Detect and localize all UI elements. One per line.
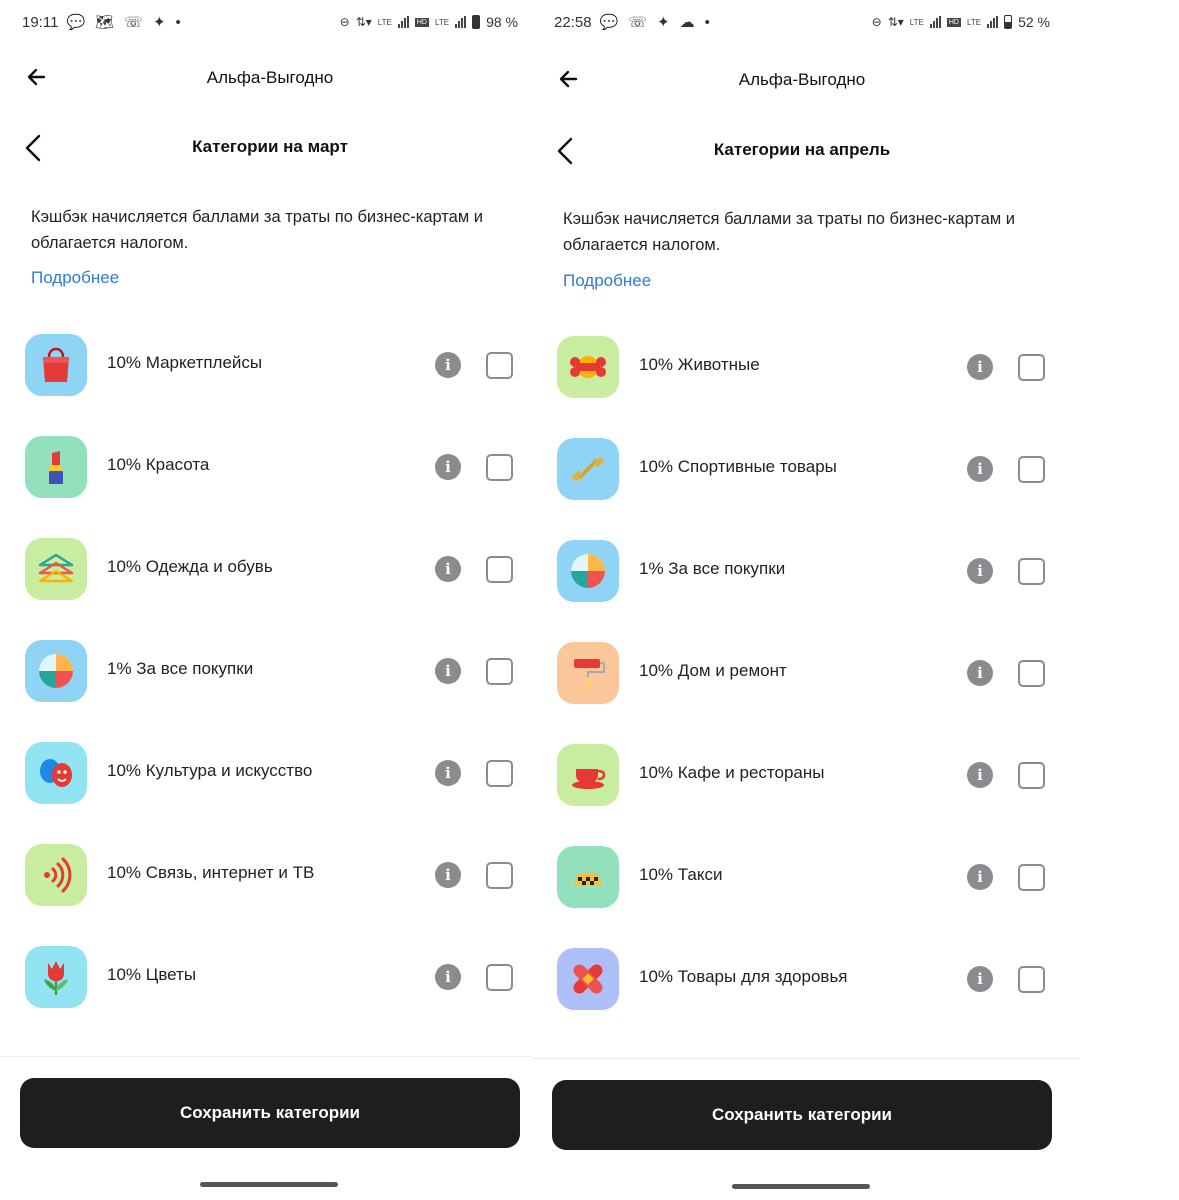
category-row[interactable] [0,326,540,428]
pie-chart-icon [557,540,619,602]
shopping-bag-icon [25,334,87,396]
category-checkbox[interactable] [1018,456,1045,483]
cloud-icon: ☁ [679,14,695,31]
category-checkbox[interactable] [486,658,513,685]
cashback-description: Кэшбэк начисляется баллами за траты по бизнес-картам и облагается налогом. [31,208,484,252]
category-checkbox[interactable] [486,760,513,787]
battery-icon [472,15,480,29]
battery-percent: 98 % [486,14,518,30]
category-label: 10% Связь, интернет и ТВ [107,863,315,882]
status-time: 22:58 [554,13,592,31]
category-row[interactable] [532,940,1072,1042]
info-icon[interactable]: i [967,660,993,686]
info-icon[interactable]: i [435,964,461,990]
category-row[interactable] [0,836,540,938]
page-title: Категории на март [192,137,348,156]
divider [0,1056,540,1057]
info-icon[interactable]: i [435,454,461,480]
taxi-sign-icon [557,846,619,908]
battery-icon [1004,15,1012,29]
info-icon[interactable]: i [967,456,993,482]
category-row[interactable] [532,328,1072,430]
status-bar [554,10,1050,34]
sub-header [532,131,1072,171]
screen-march [0,0,540,1200]
info-icon[interactable]: i [967,864,993,890]
info-icon[interactable]: i [967,354,993,380]
category-checkbox[interactable] [1018,864,1045,891]
category-row[interactable] [532,532,1072,634]
save-categories-button[interactable]: Сохранить категории [20,1078,520,1148]
category-row[interactable] [532,736,1072,838]
category-label: 10% Цветы [107,965,197,984]
info-icon[interactable]: i [435,556,461,582]
hd-voice-badge: HD [948,18,959,26]
app-bar [532,62,1072,98]
signal-icon [455,16,466,28]
category-row[interactable] [0,632,540,734]
category-checkbox[interactable] [486,352,513,379]
category-checkbox[interactable] [1018,966,1045,993]
pie-chart-icon [25,640,87,702]
network-type-2: LTE [435,17,450,27]
battery-percent: 52 % [1018,14,1050,30]
info-icon[interactable]: i [435,862,461,888]
category-row[interactable] [532,838,1072,940]
signal-waves-icon [25,844,87,906]
category-checkbox[interactable] [1018,762,1045,789]
info-icon[interactable]: i [967,966,993,992]
tulip-icon [25,946,87,1008]
category-row[interactable] [532,634,1072,736]
category-checkbox[interactable] [1018,660,1045,687]
chat-icon: 💬 [599,14,619,31]
category-label: 10% Маркетплейсы [107,353,263,372]
info-icon[interactable]: i [435,352,461,378]
bone-icon [557,336,619,398]
category-label: 10% Спортивные товары [639,457,837,476]
chat-icon: 💬 [66,14,86,31]
category-label: 10% Животные [639,355,760,374]
category-label: 10% Дом и ремонт [639,661,787,680]
category-row[interactable] [0,938,540,1040]
category-label: 10% Кафе и рестораны [639,763,825,782]
wifi-icon: ⇅▾ [355,15,372,29]
category-checkbox[interactable] [486,454,513,481]
signal-icon [930,16,941,28]
info-icon[interactable]: i [967,558,993,584]
page-title: Категории на апрель [713,140,891,159]
home-indicator[interactable] [200,1182,338,1187]
category-checkbox[interactable] [486,964,513,991]
more-link[interactable]: Подробнее [31,268,120,287]
map-icon: 🗺 [95,14,115,31]
status-time: 19:11 [22,13,59,31]
save-categories-button[interactable]: Сохранить категории [552,1080,1052,1150]
divider [532,1058,1080,1059]
dot-icon: • [704,13,710,31]
hd-voice-badge: HD [416,18,427,26]
theater-masks-icon [25,742,87,804]
category-row[interactable] [532,430,1072,532]
dnd-icon: ⊖ [339,15,350,29]
category-checkbox[interactable] [486,556,513,583]
category-label: 1% За все покупки [639,559,786,578]
app-title: Альфа-Выгодно [206,68,334,87]
missed-call-icon: ☏ [124,14,143,31]
paint-roller-icon [557,642,619,704]
network-type-2: LTE [967,17,982,27]
dot-icon: • [175,13,181,31]
wifi-icon: ⇅▾ [887,15,904,29]
category-row[interactable] [0,530,540,632]
more-link[interactable]: Подробнее [563,271,652,290]
category-label: 10% Такси [639,865,723,884]
missed-call-icon: ☏ [628,14,647,31]
signal-icon [398,16,409,28]
bandage-icon [557,948,619,1010]
category-checkbox[interactable] [1018,354,1045,381]
network-type-1: LTE [909,17,924,27]
category-row[interactable] [0,428,540,530]
sparkle-icon: ✦ [152,14,166,31]
hangers-icon [25,538,87,600]
category-checkbox[interactable] [1018,558,1045,585]
category-list [0,326,540,1040]
category-checkbox[interactable] [486,862,513,889]
category-list [532,328,1072,1042]
app-title: Альфа-Выгодно [738,70,866,89]
status-bar [22,10,518,34]
category-row[interactable] [0,734,540,836]
category-label: 10% Красота [107,455,210,474]
home-indicator[interactable] [732,1184,870,1189]
info-icon[interactable]: i [435,658,461,684]
dnd-icon: ⊖ [871,15,882,29]
category-label: 10% Одежда и обувь [107,557,273,576]
screen-april [532,0,1072,1200]
dumbbell-icon [557,438,619,500]
info-icon[interactable]: i [967,762,993,788]
sparkle-icon: ✦ [657,14,670,31]
lipstick-icon [25,436,87,498]
network-type-1: LTE [377,17,392,27]
category-label: 10% Товары для здоровья [639,967,848,986]
app-bar [0,60,540,96]
category-label: 1% За все покупки [107,659,254,678]
signal-icon [987,16,998,28]
category-label: 10% Культура и искусство [107,761,313,780]
info-icon[interactable]: i [435,760,461,786]
coffee-cup-icon [557,744,619,806]
sub-header [0,128,540,168]
cashback-description: Кэшбэк начисляется баллами за траты по бизнес-картам и облагается налогом. [563,210,1016,254]
